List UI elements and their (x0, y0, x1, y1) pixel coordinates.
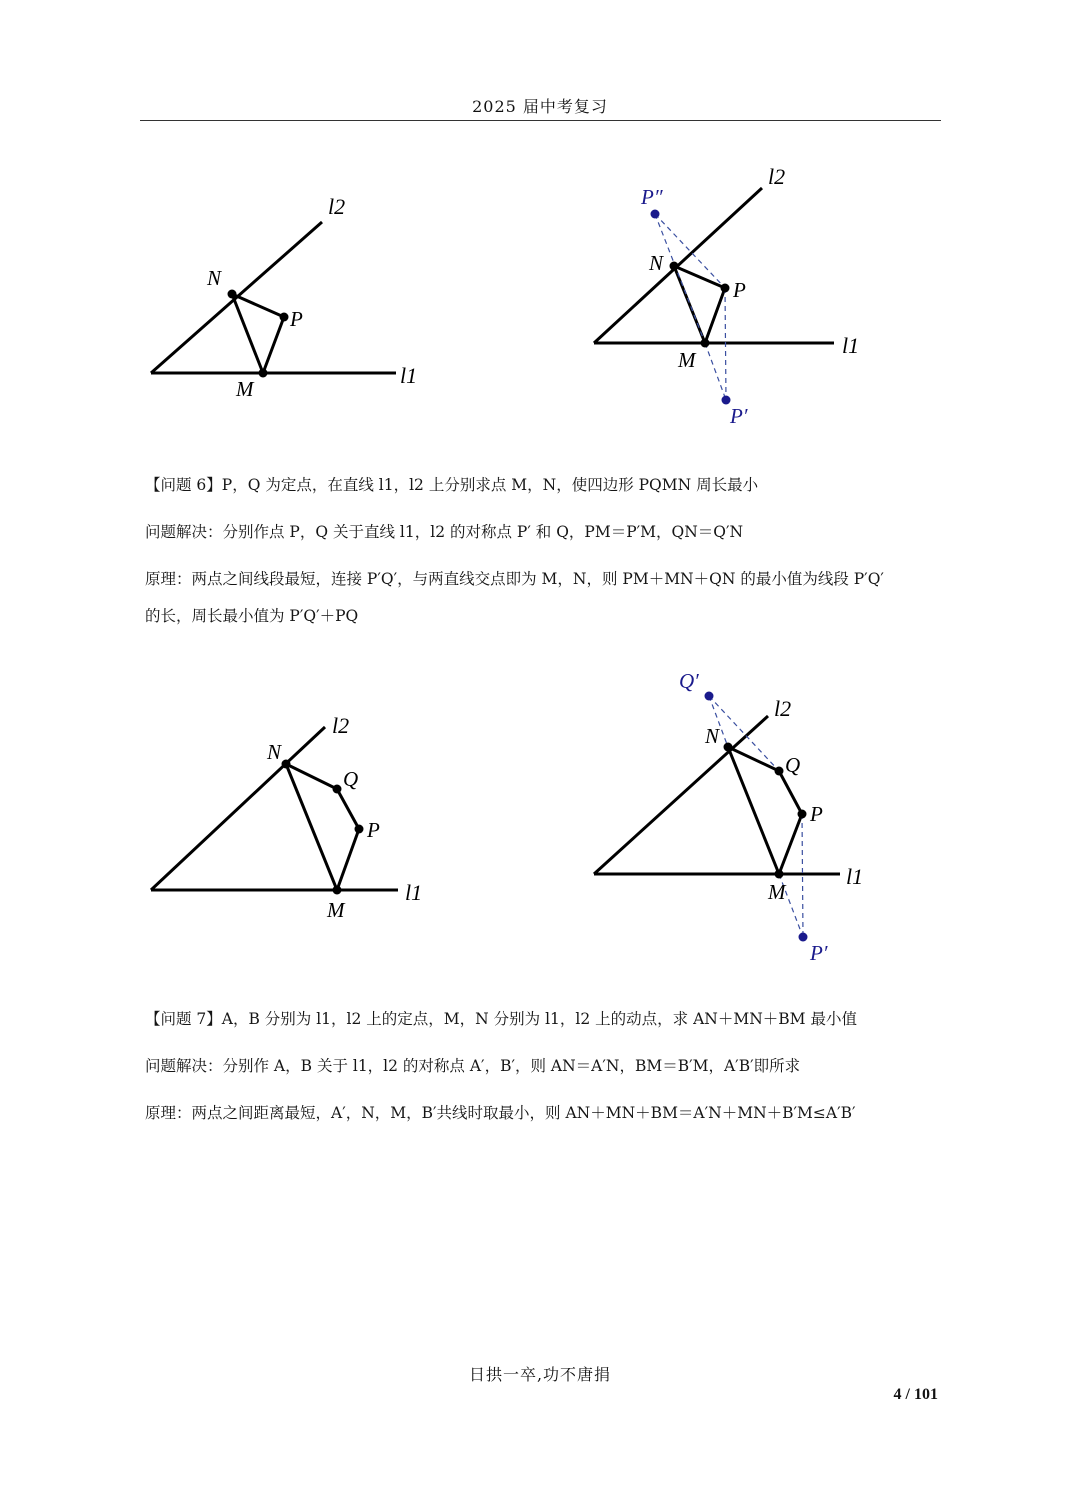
label-Q-prime: Q′ (679, 669, 699, 693)
label-l1: l1 (405, 880, 423, 905)
page-number: 4 / 101 (893, 1386, 938, 1403)
label-P: P (290, 307, 303, 331)
header-title: 2025 届中考复习 (472, 97, 608, 116)
label-l1: l1 (846, 864, 864, 889)
point-Q-prime (705, 692, 714, 701)
problem6-statement: 【问题 6】P，Q 为定点，在直线 l1，l2 上分别求点 M，N，使四边形 PQMN 周长最小 (145, 476, 759, 494)
label-M: M (768, 880, 786, 904)
label-N: N (267, 740, 282, 764)
label-P-prime: P′ (730, 404, 748, 428)
point-N (724, 743, 733, 752)
segment-PM (779, 814, 802, 874)
problem6-principle-line2: 的长，周长最小值为 P′Q′＋PQ (145, 607, 359, 625)
label-l2: l2 (328, 194, 346, 219)
label-N: N (207, 266, 222, 290)
label-l2: l2 (774, 696, 792, 721)
label-P: P (367, 818, 380, 842)
point-P-prime (799, 933, 808, 942)
label-l2: l2 (332, 713, 350, 738)
point-Q (775, 767, 784, 776)
point-P (798, 810, 807, 819)
label-M: M (236, 377, 254, 401)
problem6-solution: 问题解决：分别作点 P，Q 关于直线 l1，l2 的对称点 P′ 和 Q，PM＝P′M，QN＝Q′N (145, 523, 744, 541)
label-N: N (705, 724, 720, 748)
label-Q: Q (343, 767, 359, 791)
label-l1: l1 (842, 333, 860, 358)
footer-motto: 日拱一卒,功不唐捐 (468, 1365, 612, 1384)
label-l1: l1 (400, 363, 418, 388)
label-P-double-prime: P″ (641, 185, 663, 209)
problem7-principle: 原理：两点之间距离最短，A′，N，M，B′共线时取最小，则 AN＋MN＋BM＝A′N＋MN＋B′M≤A′B′ (145, 1104, 856, 1122)
problem6-principle-line1: 原理：两点之间线段最短，连接 P′Q′，与两直线交点即为 M，N，则 PM＋MN＋QN 的最小值为线段 P′Q′ (145, 570, 884, 588)
problem7-solution: 问题解决：分别作 A，B 关于 l1，l2 的对称点 A′，B′，则 AN＝A′N，BM＝B′M，A′B′即所求 (145, 1057, 801, 1075)
label-P: P (733, 278, 746, 302)
label-l2: l2 (768, 164, 786, 189)
label-Q: Q (785, 753, 801, 777)
label-N: N (649, 251, 664, 275)
label-M: M (678, 348, 696, 372)
label-P-prime: P′ (810, 941, 828, 965)
segment-QP (779, 771, 802, 814)
label-M: M (327, 898, 345, 922)
problem7-statement: 【问题 7】A，B 分别为 l1，l2 上的定点，M，N 分别为 l1，l2 上的动点，求 AN＋MN＋BM 最小值 (145, 1010, 857, 1028)
point-M (775, 870, 784, 879)
label-P: P (810, 802, 823, 826)
line-l2 (594, 716, 768, 874)
